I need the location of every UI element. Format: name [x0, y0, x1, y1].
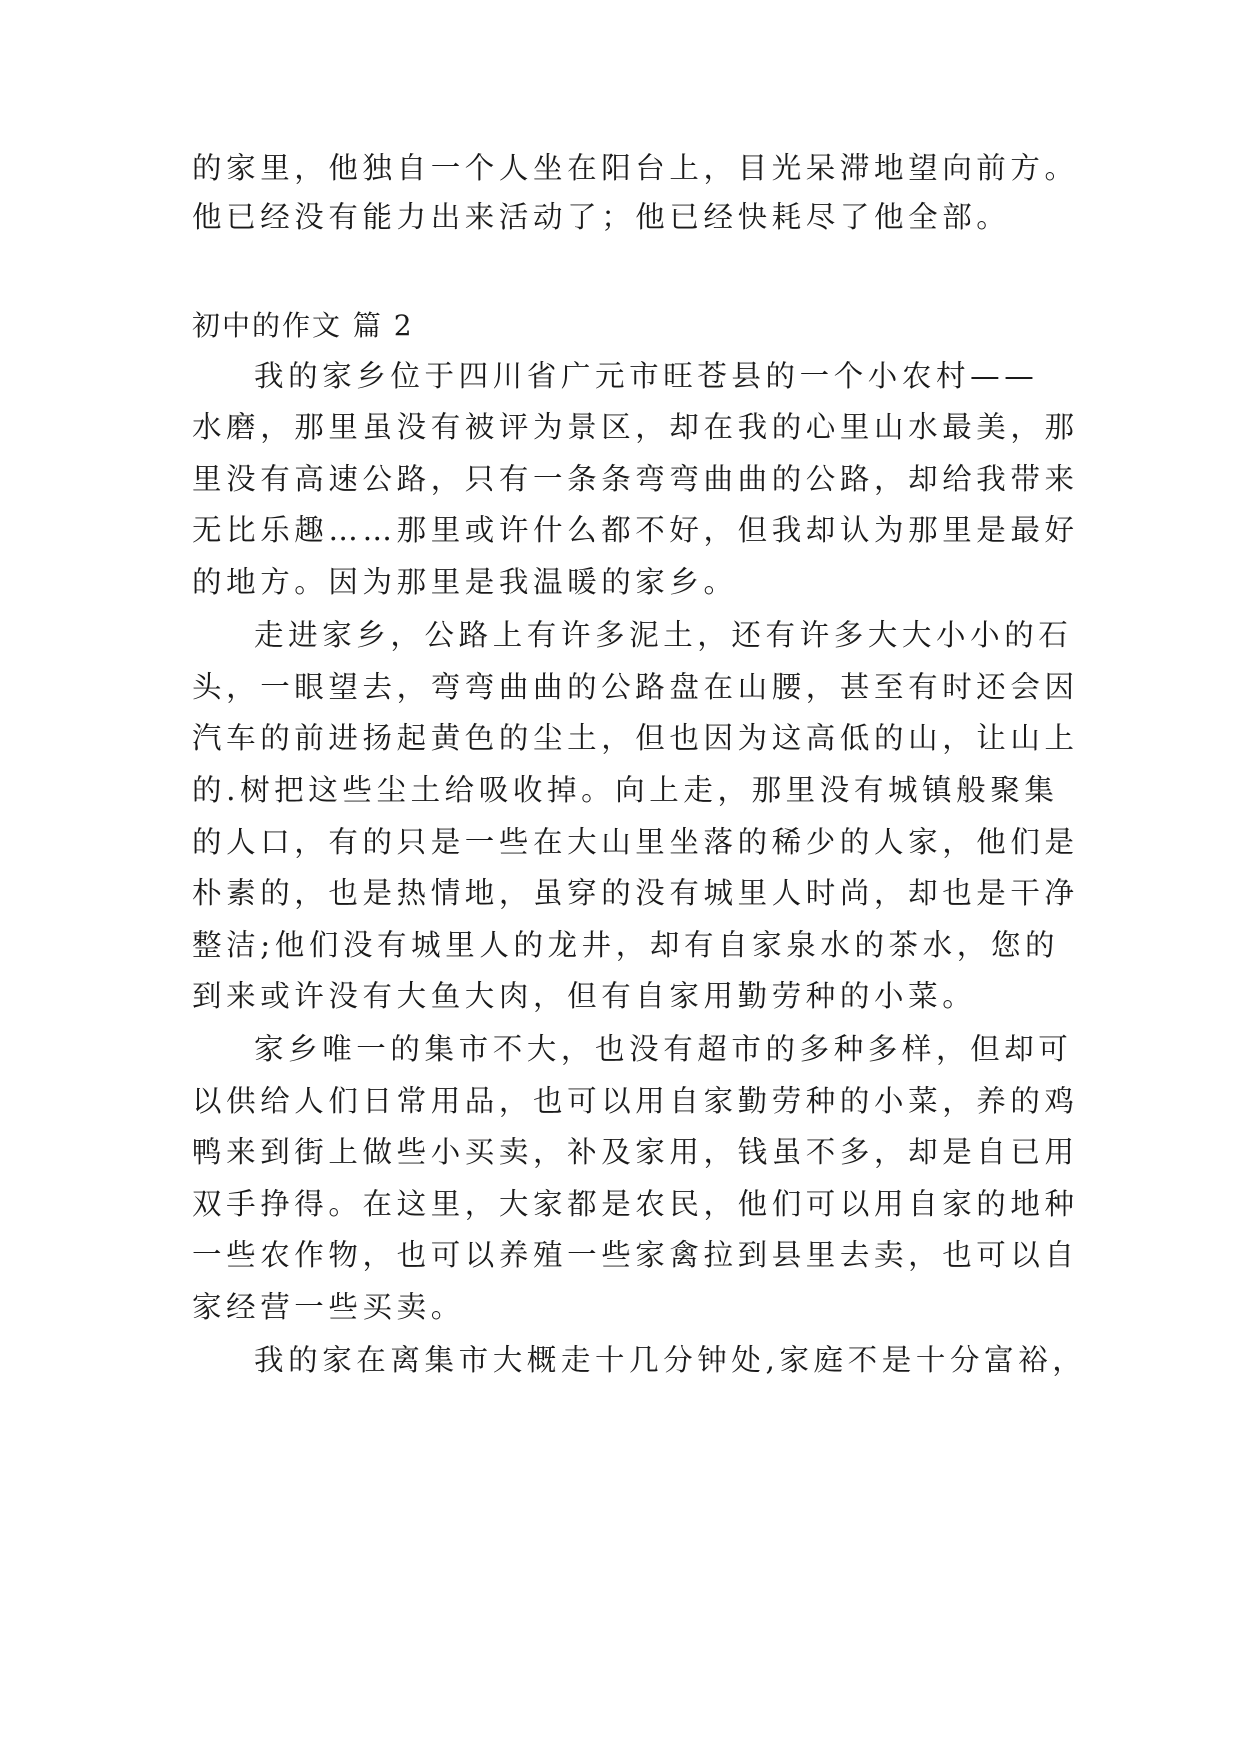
paragraph-line: 双手挣得。在这里，大家都是农民，他们可以用自家的地种 [192, 1187, 1079, 1221]
section-heading: 初中的作文 篇 2 [192, 309, 414, 342]
paragraph-line: 整洁;他们没有城里人的龙井，却有自家泉水的茶水，您的 [192, 928, 1060, 962]
paragraph-line: 水磨，那里虽没有被评为景区，却在我的心里山水最美，那 [192, 410, 1079, 444]
text-line: 他已经没有能力出来活动了；他已经快耗尽了他全部。 [192, 200, 1011, 234]
text-line: 的家里，他独自一个人坐在阳台上，目光呆滞地望向前方。 [192, 151, 1079, 185]
paragraph-line: 的人口，有的只是一些在大山里坐落的稀少的人家，他们是 [192, 825, 1079, 859]
paragraph-line: 鸭来到街上做些小买卖，补及家用，钱虽不多，却是自已用 [192, 1135, 1079, 1169]
paragraph-line: 头，一眼望去，弯弯曲曲的公路盘在山腰，甚至有时还会因 [192, 670, 1079, 704]
paragraph-line: 家乡唯一的集市不大，也没有超市的多种多样，但却可 [254, 1032, 1073, 1066]
paragraph-line: 无比乐趣……那里或许什么都不好，但我却认为那里是最好 [192, 513, 1079, 547]
paragraph-line: 到来或许没有大鱼大肉，但有自家用勤劳种的小菜。 [192, 979, 977, 1013]
paragraph-line: 我的家在离集市大概走十几分钟处,家庭不是十分富裕， [254, 1343, 1087, 1377]
paragraph-line: 以供给人们日常用品，也可以用自家勤劳种的小菜，养的鸡 [192, 1084, 1079, 1118]
paragraph-line: 我的家乡位于四川省广元市旺苍县的一个小农村—— [254, 359, 1039, 393]
paragraph-line: 里没有高速公路，只有一条条弯弯曲曲的公路，却给我带来 [192, 462, 1079, 496]
paragraph-line: 汽车的前进扬起黄色的尘土，但也因为这高低的山，让山上 [192, 721, 1079, 755]
paragraph-line: 朴素的，也是热情地，虽穿的没有城里人时尚，却也是干净 [192, 876, 1079, 910]
paragraph-line: 的地方。因为那里是我温暖的家乡。 [192, 565, 738, 599]
paragraph-line: 一些农作物，也可以养殖一些家禽拉到县里去卖，也可以自 [192, 1238, 1079, 1272]
paragraph-line: 走进家乡，公路上有许多泥土，还有许多大大小小的石 [254, 618, 1073, 652]
paragraph-line: 家经营一些买卖。 [192, 1290, 465, 1324]
paragraph-line: 的.树把这些尘土给吸收掉。向上走，那里没有城镇般聚集 [192, 773, 1059, 807]
